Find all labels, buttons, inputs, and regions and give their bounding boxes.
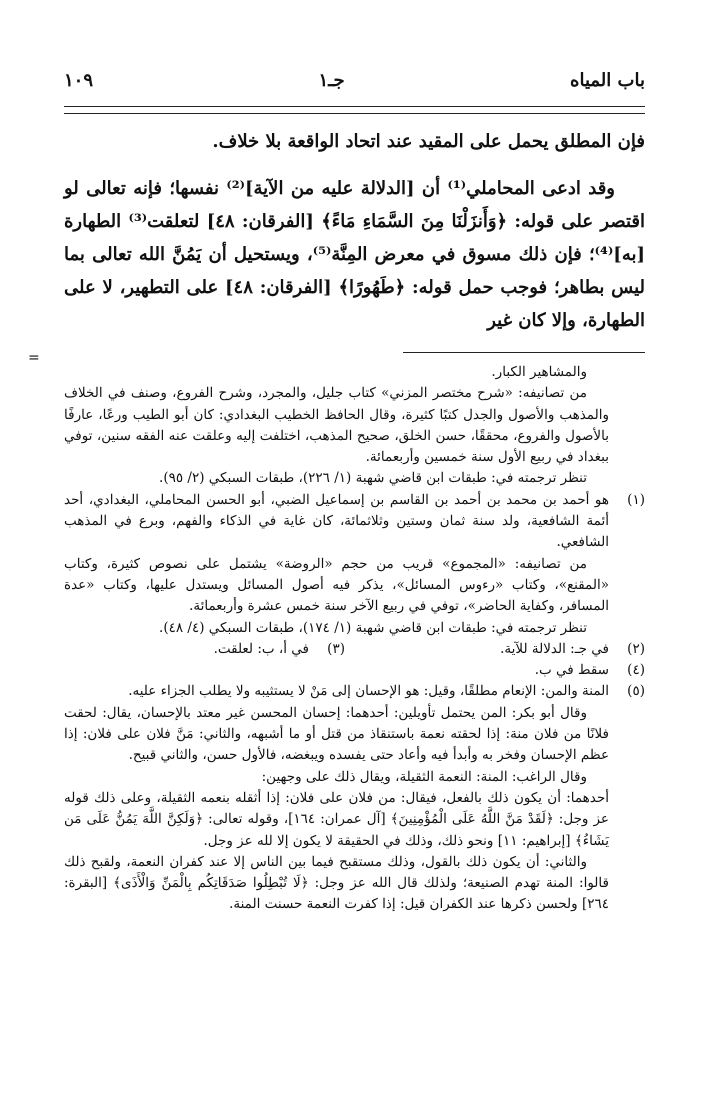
- footnote-continuation-1: والمشاهير الكبار.: [491, 364, 587, 380]
- footnote-2-number: (٢): [627, 640, 645, 657]
- footnote-5-second-aspect: والثاني: أن يكون ذلك بالقول، وذلك مستقبح فيما بين الناس إلا عند كفران النعمة، ولقبح ذلك قالوا: المنة تهدم الصنيعة؛ ولذلك قال الله عز وجل: ﴿لَا تُبْطِلُوا صَدَقَاتِكُم بِالْمَنِّ وَالْأَذَى﴾ [البقرة: ٢٦٤] ولحسن ذكرها عند الكفران قيل: إذا كفرت النعمة حسنت المنة.: [64, 853, 609, 913]
- chapter-title: باب المياه: [570, 70, 645, 91]
- footnote-continuation-3: تنظر ترجمته في: طبقات ابن قاضي شهبة (١/ ٢٢٦)، طبقات السبكي (٢/ ٩٥).: [159, 470, 587, 487]
- footnote-3-number: (٣): [327, 640, 345, 657]
- volume-label: جـ١: [318, 70, 345, 91]
- main-text: [64, 125, 645, 337]
- footnote-3-text: في أ، ب: لعلقت.: [213, 640, 309, 657]
- footnote-5-definition: المنة والمن: الإنعام مطلقًا، وقيل: هو الإحسان إلى مَنْ لا يستثيبه ولا يطلب الجزاء عليه.: [128, 683, 609, 700]
- footnote-5-number: (٥): [627, 683, 645, 700]
- footnote-4-number: (٤): [627, 662, 645, 679]
- footnote-4-text: سقط في ب.: [534, 662, 609, 679]
- footnote-1: [64, 490, 645, 639]
- footnote-5: [64, 681, 645, 915]
- running-header: [64, 70, 645, 98]
- main-paragraph-2: وقد ادعى المحاملي⁽¹⁾ أن [الدلالة عليه من الآية]⁽²⁾ نفسها؛ فإنه تعالى لو اقتصر على قوله: ﴿وَأَنزَلْنَا مِنَ السَّمَاءِ مَاءً﴾ [الفرقان: ٤٨] لتعلقت⁽³⁾ الطهارة [به]⁽⁴⁾؛ فإن ذلك مسوق في معرض المِنَّة⁽⁵⁾، ويستحيل أن يَمُنَّ الله تعالى بما ليس بطاهر؛ فوجب حمل قوله: ﴿طَهُورًا﴾ [الفرقان: ٤٨] على التطهير، لا على الطهارة، وإلا كان غير: [64, 178, 646, 331]
- footnotes: [64, 362, 645, 916]
- book-page: [28, 70, 646, 913]
- footnote-5-first-aspect: أحدهما: أن يكون ذلك بالفعل، فيقال: من فلان على فلان: إذا أثقله بنعمه الثقيلة، وعلى ذلك قوله عز وجل: ﴿لَقَدْ مَنَّ اللَّهُ عَلَى الْمُؤْمِنِينَ﴾ [آل عمران: ١٦٤]، وقوله تعالى: ﴿وَلَكِنَّ اللَّهَ يَمُنُّ عَلَى مَن يَشَاءُ﴾ [إبراهيم: ١١] ونحو ذلك، وذلك في الحقيقة لا يكون إلا لله عز وجل.: [64, 789, 609, 849]
- footnote-2-text: في جـ: الدلالة للآية.: [500, 640, 609, 657]
- main-paragraph-1: فإن المطلق يحمل على المقيد عند اتحاد الواقعة بلا خلاف.: [212, 131, 645, 152]
- footnote-3: [214, 639, 345, 660]
- continuation-mark: =: [28, 350, 39, 366]
- footnote-separator: [403, 352, 645, 353]
- footnotes-2-3: [64, 639, 645, 660]
- footnote-1-sources: تنظر ترجمته في: طبقات ابن قاضي شهبة (١/ ١٧٤)، طبقات السبكي (٤/ ٤٨).: [159, 619, 587, 636]
- footnote-1-works: من تصانيفه: «المجموع» قريب من حجم «الروضة» يشتمل على نصوص كثيرة، وكتاب «المقنع»، وكتاب «رءوس المسائل»، يذكر فيه أصول المسائل ويستدل عليها، وكتاب «عدة المسافر، وكفاية الحاضر»، توفي في ربيع الآخر سنة خمس عشرة وأربعمائة.: [64, 555, 609, 615]
- footnote-continuation-2: من تصانيفه: «شرح مختصر المزني» كتاب جليل، والمجرد، وشرح الفروع، وصنف في الخلاف والمذهب والأصول والجدل كتبًا كثيرة، وقال الحافظ الخطيب البغدادي: كان أبو الطيب ورعًا، عارفًا بالأصول والفروع، محققًا، حسن الخلق، صحيح المذهب، اختلفت إليه وعلقت عنه الفقه سنين، توفي ببغداد في ربيع الأول سنة خمسين وأربعمائة.: [64, 385, 609, 466]
- footnote-1-text: هو أحمد بن محمد بن أحمد بن القاسم بن إسماعيل الضبي، أبو الحسن المحاملي، البغدادي، أحد أئمة الشافعية، ولد سنة ثمان وستين وثلاثمائة، كان غاية في الذكاء والفهم، وبرع في المذهب الشافعي.: [64, 491, 609, 551]
- footnote-5-abu-bakr: وقال أبو بكر: المن يحتمل تأويلين: أحدهما: إحسان المحسن غير معتد بالإحسان، يقال: لحقت فلانًا من فلان منة: إذا لحقته نعمة باستنقاذ من قتل أو ما أشبهه، والثاني: مَنَّ فلان على فلان: إذا عظم الإحسان وفخر به وأبدأ فيه وأعاد حتى يفسده ويبغضه، فالأول حسن، والثاني قبيح.: [64, 704, 609, 764]
- footnote-1-number: (١): [627, 491, 645, 508]
- footnote-4: [64, 660, 645, 681]
- page-number: ١٠٩: [64, 70, 94, 91]
- header-rule: [64, 106, 645, 114]
- footnote-5-raghib: وقال الراغب: المنة: النعمة الثقيلة، ويقال ذلك على وجهين:: [261, 768, 587, 785]
- footnote-2: [345, 639, 645, 660]
